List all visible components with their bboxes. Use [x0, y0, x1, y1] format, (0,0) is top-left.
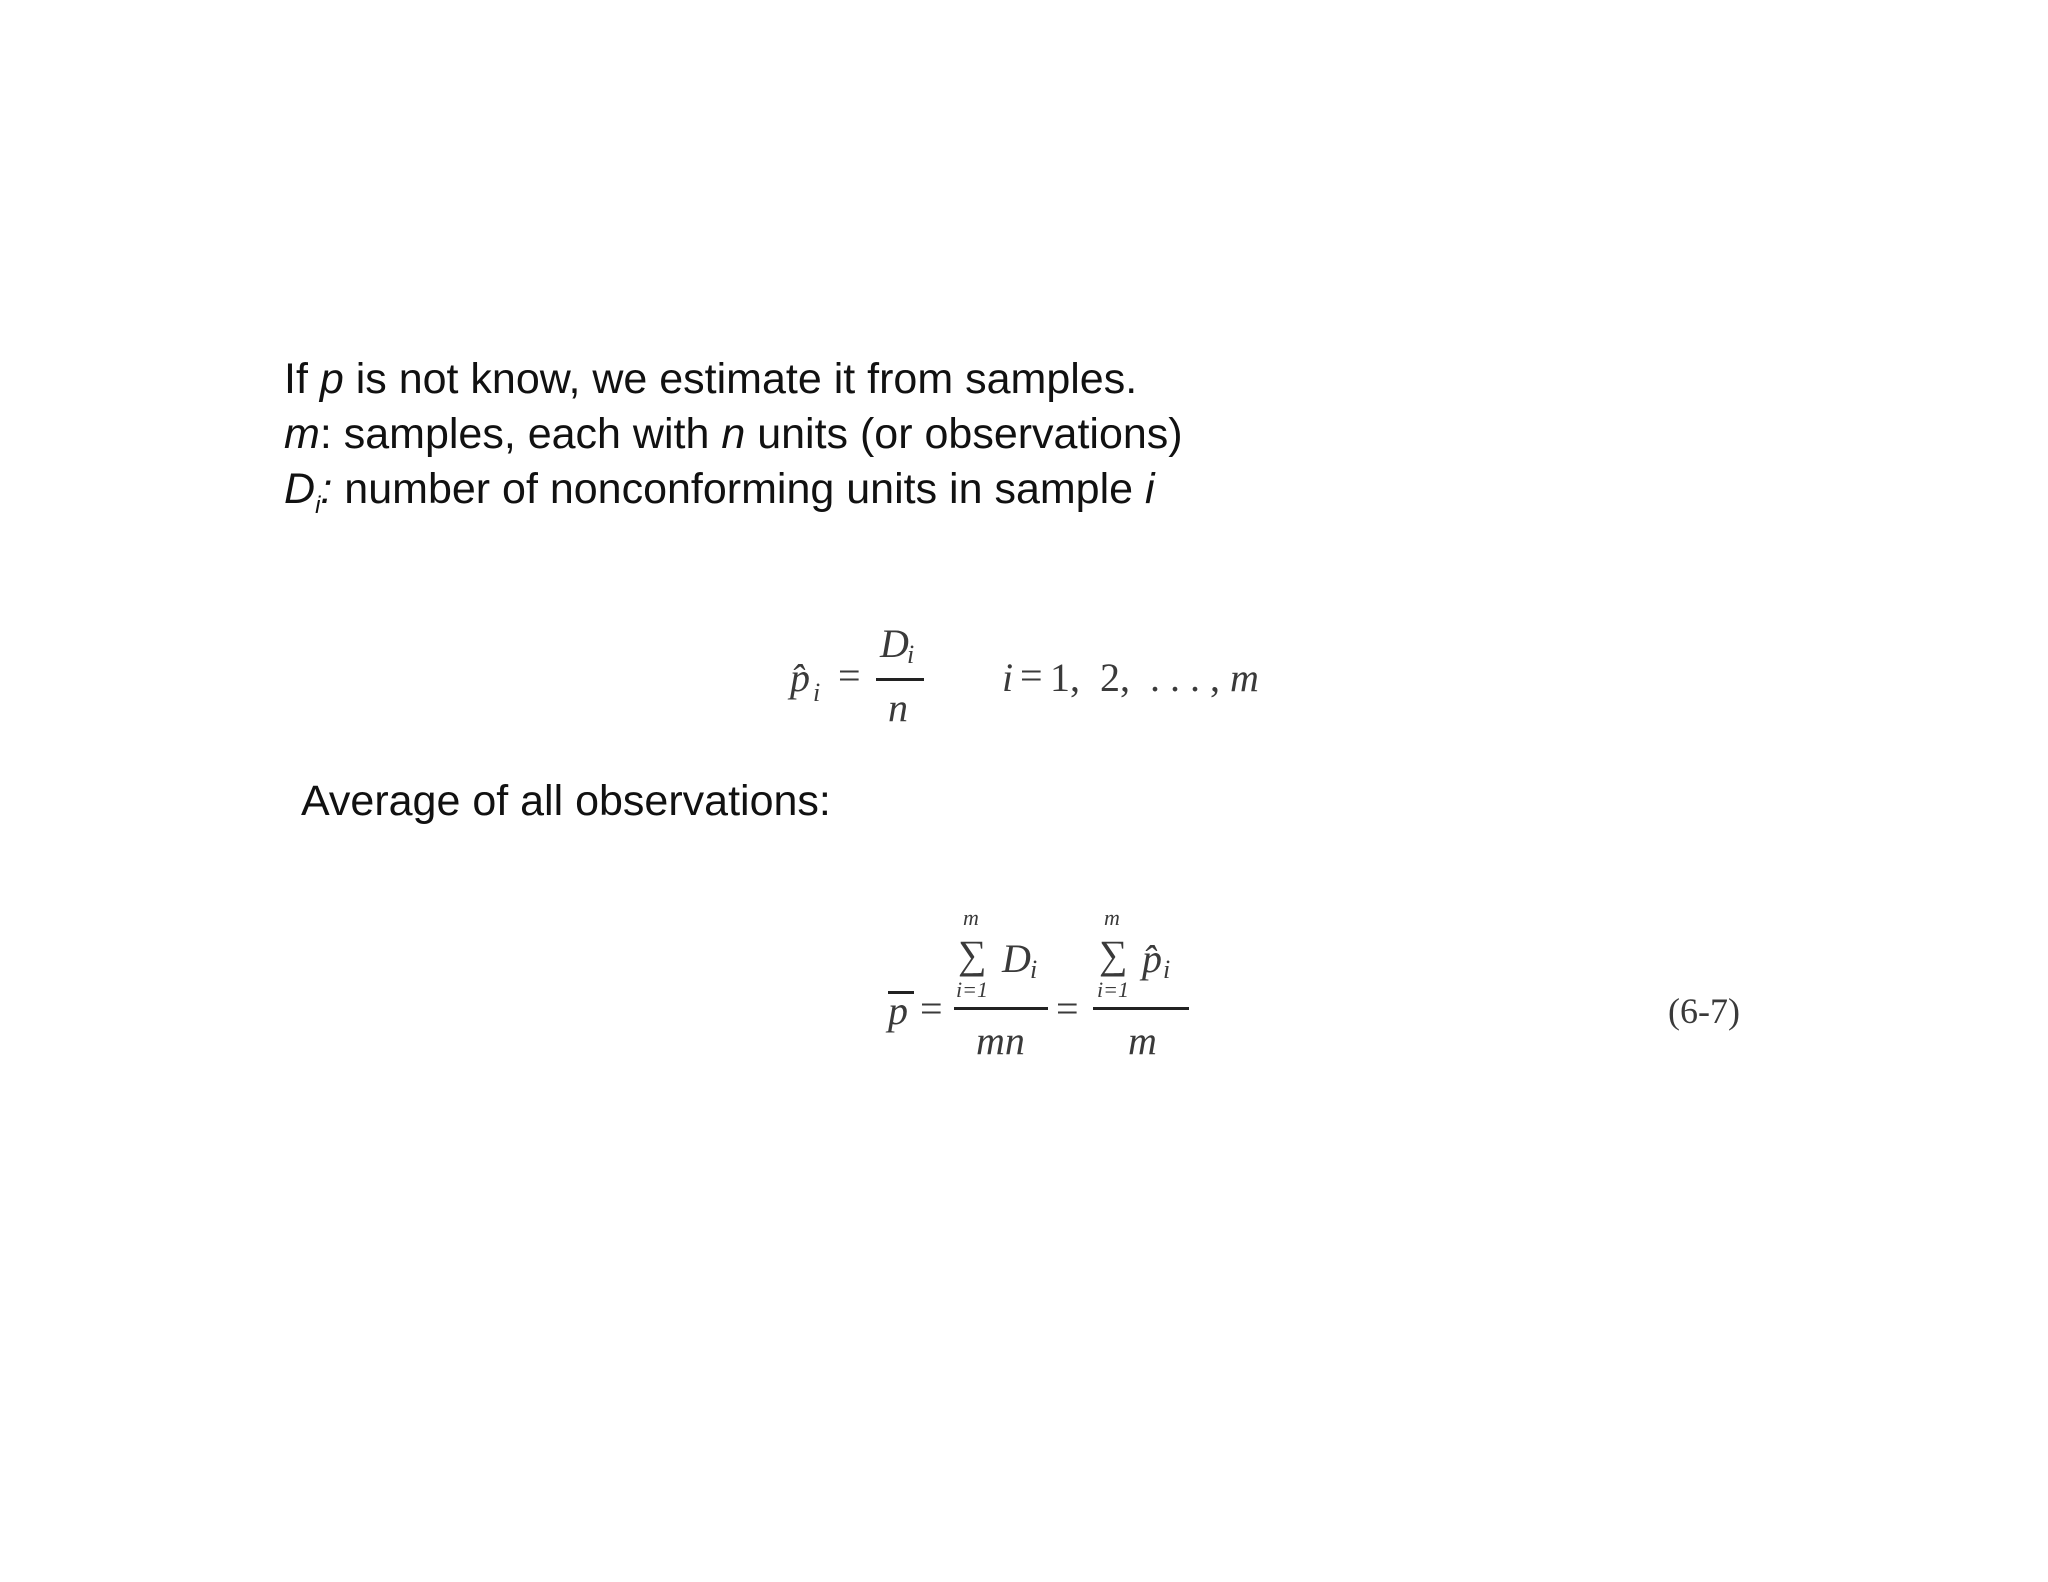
- denominator-n: n: [888, 685, 908, 730]
- equals-sign-1: =: [920, 986, 943, 1031]
- range-values: 1, 2, . . . ,: [1050, 655, 1220, 700]
- sum2-term-p-hat: p̂: [1142, 936, 1162, 981]
- p-hat-subscript: i: [813, 678, 821, 707]
- range-end-m: m: [1230, 655, 1259, 700]
- text-run: : samples, each with: [319, 410, 722, 458]
- denominator-m: m: [1128, 1018, 1157, 1063]
- range-equals: =: [1020, 653, 1043, 698]
- equation-number: (6-7): [1668, 991, 1740, 1031]
- sum2-term-subscript: i: [1163, 955, 1171, 984]
- intro-line-3: [284, 462, 1183, 533]
- numerator-D: D: [880, 621, 909, 666]
- variable-p: p: [319, 355, 344, 403]
- sum1-term-subscript: i: [1030, 955, 1038, 984]
- variable-D: D: [284, 465, 316, 513]
- fraction-bar: [876, 678, 924, 681]
- variable-m: m: [284, 410, 320, 458]
- intro-line-1: [284, 352, 1183, 407]
- fraction-bar-1: [954, 1007, 1048, 1010]
- intro-text: [284, 352, 1183, 533]
- equals-sign: =: [838, 653, 861, 698]
- formula-sample-proportion: [780, 620, 1300, 730]
- text-run: number of nonconforming units in sample: [332, 465, 1146, 513]
- sum1-term-D: D: [1002, 936, 1031, 981]
- sum1-lower-limit: i=1: [956, 977, 988, 1002]
- p-hat-symbol: p̂: [790, 655, 810, 700]
- text-run: If: [284, 355, 320, 403]
- sum1-sigma: ∑: [958, 932, 987, 977]
- denominator-mn: mn: [976, 1018, 1025, 1063]
- text-run: units (or observations): [745, 410, 1183, 458]
- sum2-lower-limit: i=1: [1097, 977, 1129, 1002]
- sum2-upper-limit: m: [1104, 905, 1120, 930]
- formula-average-proportion: [880, 905, 1780, 1065]
- intro-line-2: [284, 407, 1183, 462]
- text-run: is not know, we estimate it from samples.: [343, 355, 1138, 403]
- variable-n: n: [721, 410, 746, 458]
- average-heading: Average of all observations:: [301, 777, 831, 825]
- sum1-upper-limit: m: [963, 905, 979, 930]
- variable-i: i: [1145, 465, 1155, 513]
- colon: :: [320, 465, 333, 513]
- fraction-bar-2: [1093, 1007, 1189, 1010]
- p-bar-symbol: p: [888, 988, 908, 1033]
- sum2-sigma: ∑: [1099, 932, 1128, 977]
- range-variable-i: i: [1002, 655, 1014, 700]
- numerator-subscript: i: [907, 640, 915, 669]
- equals-sign-2: =: [1056, 986, 1079, 1031]
- subscript-i: i: [315, 492, 321, 519]
